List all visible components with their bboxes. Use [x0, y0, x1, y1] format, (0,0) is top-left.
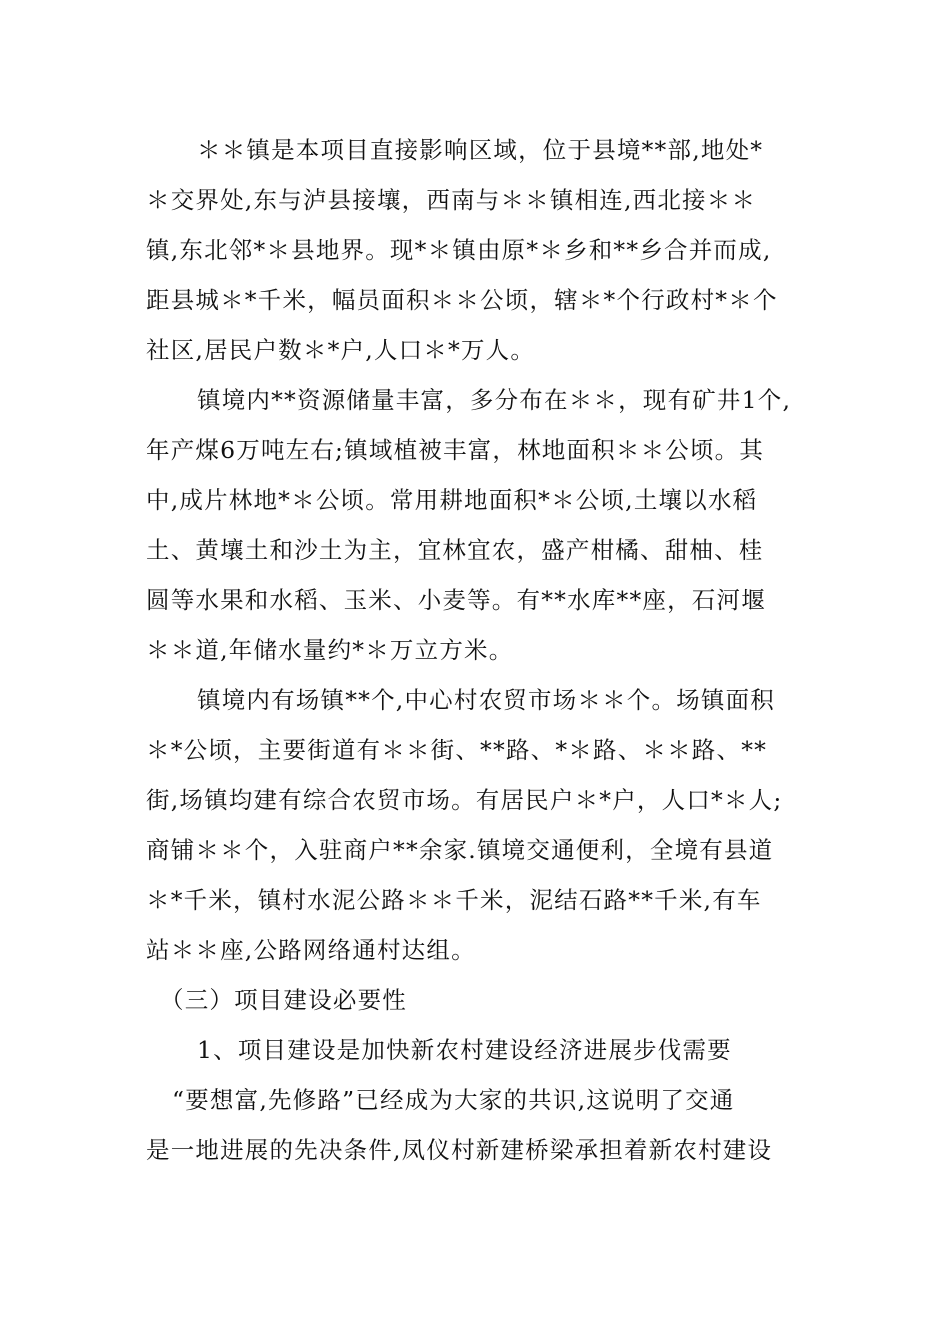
text-line: 土、黄壤土和沙土为主，宜林宜农，盛产柑橘、甜柚、桂 [146, 536, 764, 564]
text-line: 年产煤6万吨左右;镇域植被丰富，林地面积＊＊公顷。其 [146, 436, 765, 464]
text-line: “要想富,先修路”已经成为大家的共识,这说明了交通 [172, 1086, 735, 1114]
text-line: 是一地进展的先决条件,凤仪村新建桥梁承担着新农村建设 [146, 1136, 773, 1164]
text-line: 中,成片林地*＊公顷。常用耕地面积*＊公顷,土壤以水稻 [146, 486, 758, 514]
section-heading: （三）项目建设必要性 [160, 986, 407, 1014]
text-line: ＊＊道,年储水量约*＊万立方米。 [146, 636, 514, 664]
text-line: 社区,居民户数＊*户,人口＊*万人。 [146, 336, 536, 364]
text-line: 圆等水果和水稻、玉米、小麦等。有**水库**座，石河堰 [146, 586, 766, 614]
text-line: ＊＊镇是本项目直接影响区域，位于县境**部,地处* [197, 136, 764, 164]
text-line: 镇境内**资源储量丰富，多分布在＊＊，现有矿井1个, [197, 386, 792, 414]
subsection-heading: 1、项目建设是加快新农村建设经济进展步伐需要 [197, 1036, 732, 1064]
text-line: 距县城＊*千米，幅员面积＊＊公顷，辖＊*个行政村*＊个 [146, 286, 778, 314]
text-line: 站＊＊座,公路网络通村达组。 [146, 936, 476, 964]
text-line: ＊*公顷，主要街道有＊＊街、**路、*＊路、＊＊路、** [146, 736, 768, 764]
text-line: 街,场镇均建有综合农贸市场。有居民户＊*户，人口*＊人; [146, 786, 783, 814]
text-line: ＊交界处,东与泸县接壤，西南与＊＊镇相连,西北接＊＊ [146, 186, 757, 214]
text-line: 镇境内有场镇**个,中心村农贸市场＊＊个。场镇面积 [197, 686, 775, 714]
text-line: ＊*千米，镇村水泥公路＊＊千米，泥结石路**千米,有车 [146, 886, 762, 914]
text-line: 镇,东北邻*＊县地界。现*＊镇由原*＊乡和**乡合并而成, [146, 236, 772, 264]
text-line: 商铺＊＊个，入驻商户**余家.镇境交通便利，全境有县道 [146, 836, 774, 864]
